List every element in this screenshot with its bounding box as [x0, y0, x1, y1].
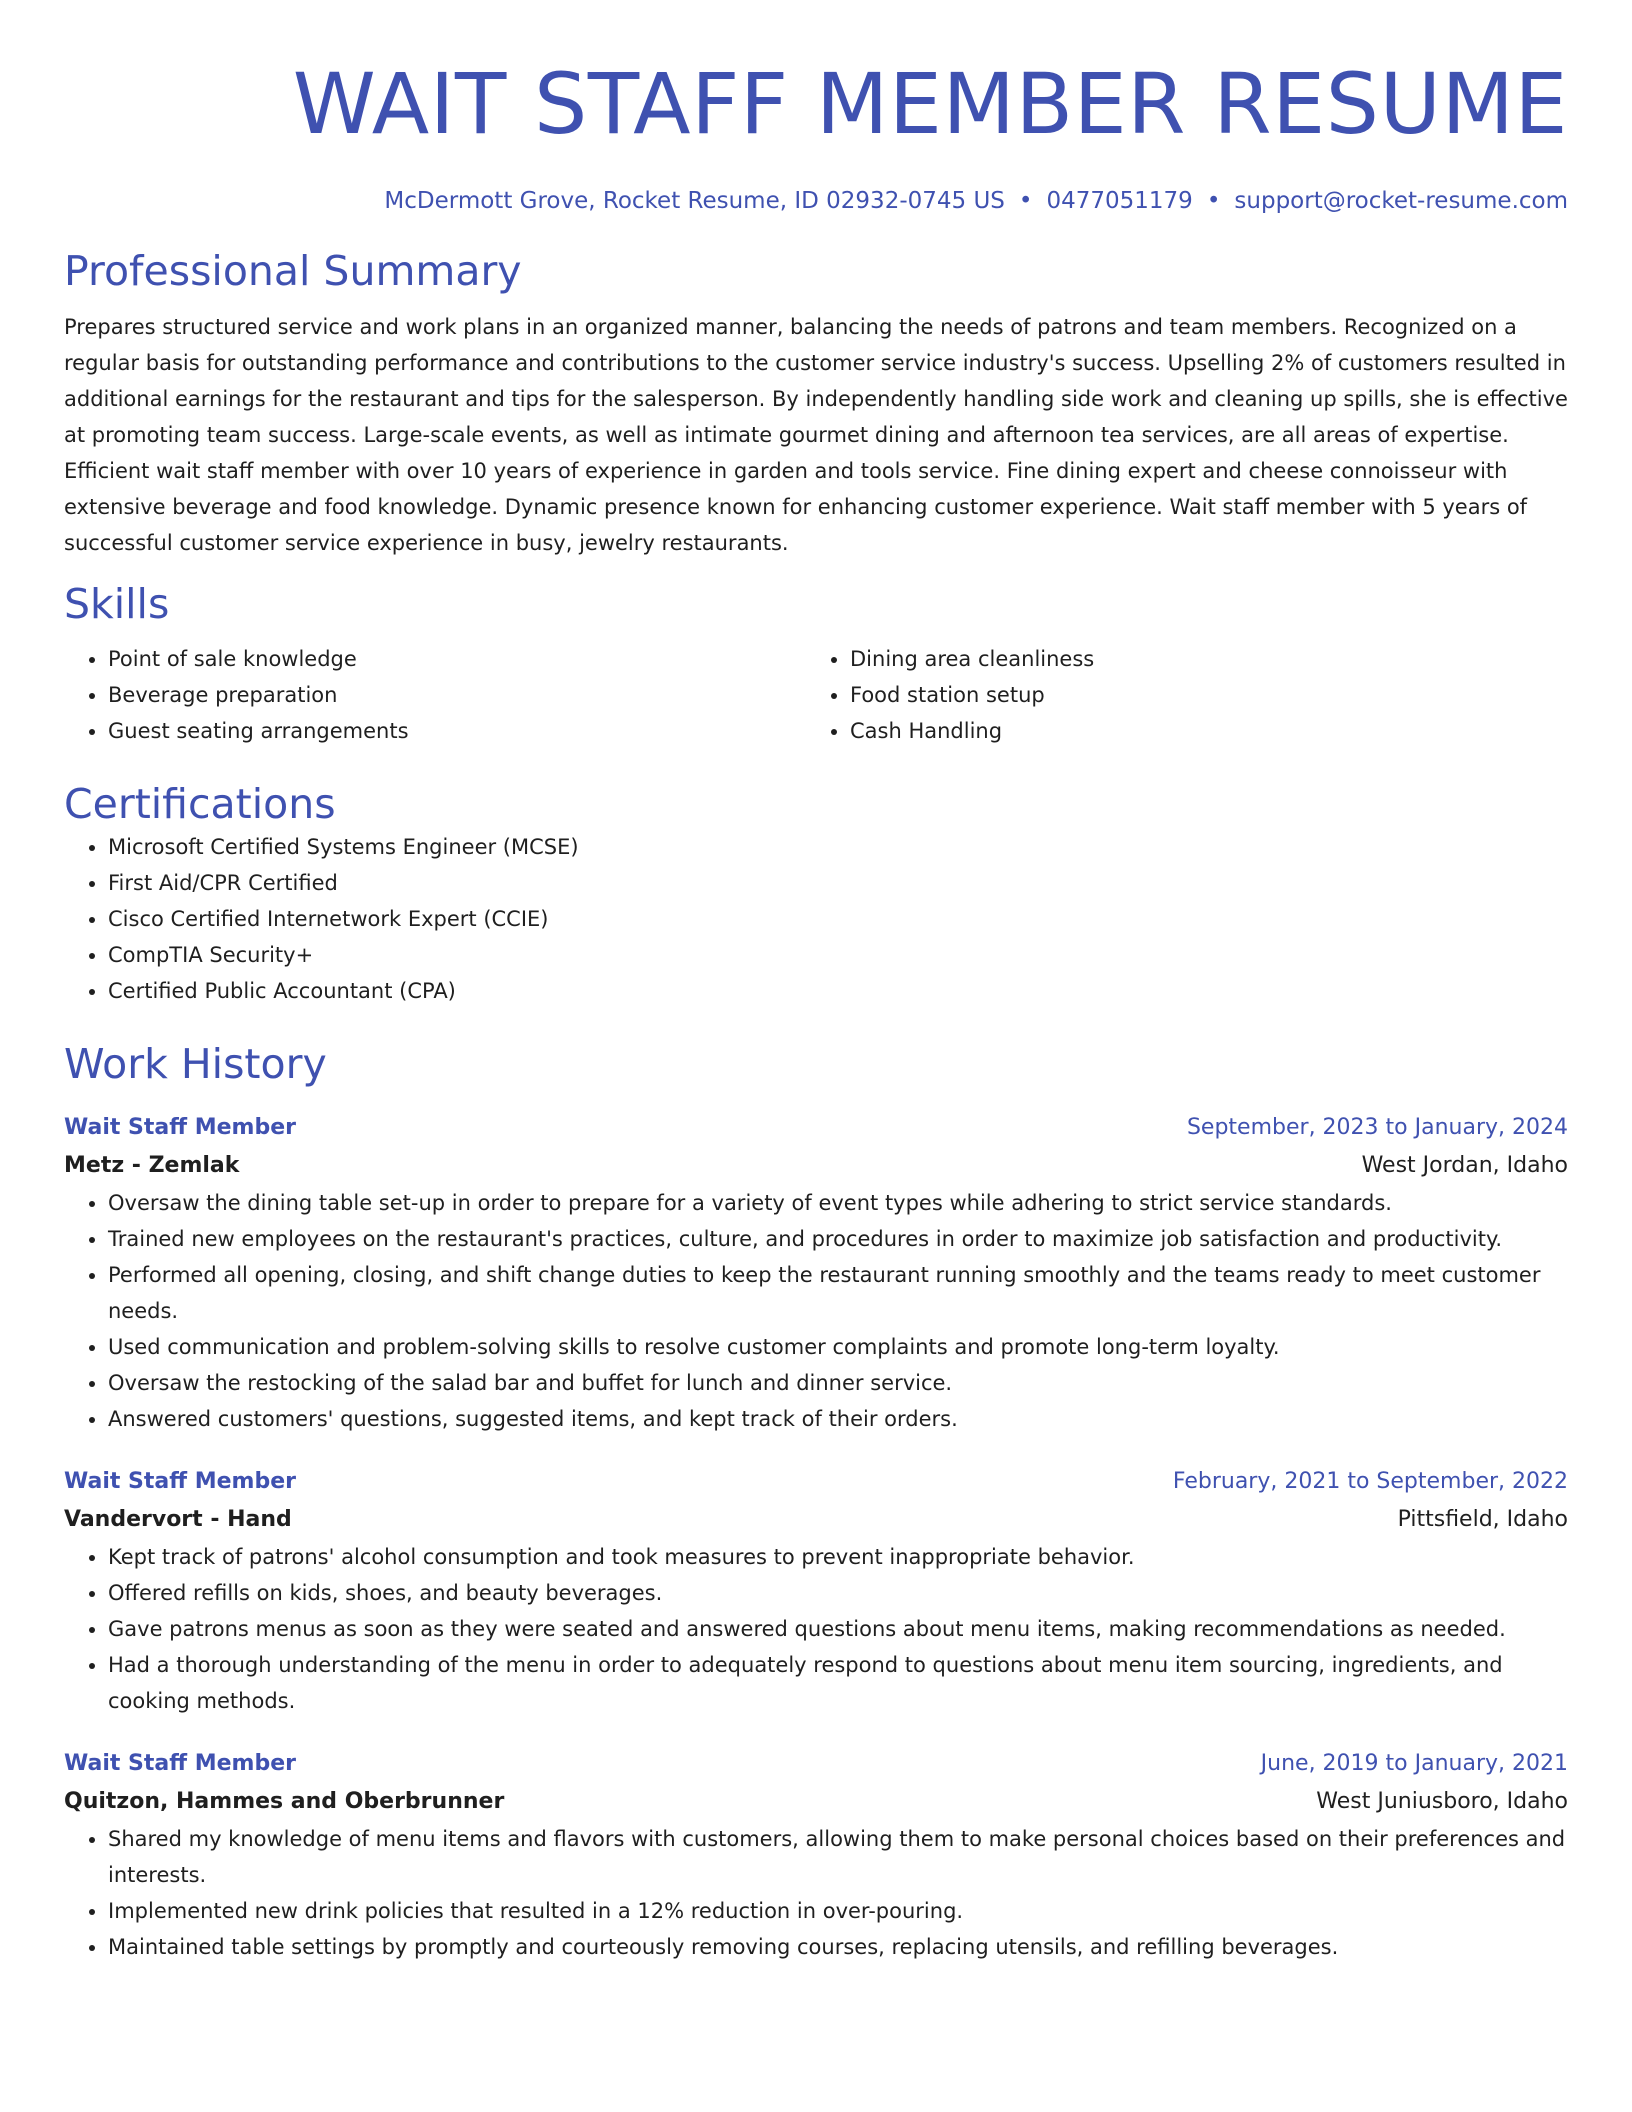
- certification-item: • CompTIA Security+: [108, 937, 1568, 973]
- job-duty: • Performed all opening, closing, and shift change duties to keep the restaurant running smoothly and the teams ready to meet customer needs.: [108, 1257, 1568, 1329]
- contact-line: [64, 186, 1568, 216]
- job-duty: • Answered customers' questions, suggested items, and kept track of their orders.: [108, 1401, 1568, 1437]
- job-duty: • Implemented new drink policies that resulted in a 12% reduction in over-pouring.: [108, 1893, 1568, 1929]
- skills-column-left: [64, 641, 806, 749]
- job-entry: [64, 1463, 1568, 1719]
- certifications-heading: Certifications: [64, 780, 336, 828]
- job-duties: [64, 1185, 1568, 1437]
- work-history-heading: Work History: [64, 1040, 327, 1088]
- job-duty: • Kept track of patrons' alcohol consumption and took measures to prevent inappropriate behavior.: [108, 1539, 1568, 1575]
- job-company: Metz - Zemlak: [64, 1153, 240, 1178]
- skill-item: • Food station setup: [850, 677, 1548, 713]
- job-duties: [64, 1539, 1568, 1719]
- skills-column-right: [806, 641, 1548, 749]
- skill-item: • Dining area cleanliness: [850, 641, 1548, 677]
- certification-item: • Cisco Certified Internetwork Expert (CCIE): [108, 901, 1568, 937]
- contact-address: McDermott Grove, Rocket Resume, ID 02932-0745 US: [384, 188, 1005, 214]
- job-header-row: [64, 1745, 1568, 1783]
- job-dates: February, 2021 to September, 2022: [1172, 1469, 1568, 1494]
- contact-separator: •: [1018, 188, 1033, 214]
- job-dates: September, 2023 to January, 2024: [1186, 1115, 1568, 1140]
- contact-separator: •: [1206, 188, 1221, 214]
- job-role: Wait Staff Member: [64, 1115, 296, 1140]
- job-duty: • Offered refills on kids, shoes, and beauty beverages.: [108, 1575, 1568, 1611]
- certifications-list: [64, 829, 1568, 1009]
- job-role: Wait Staff Member: [64, 1751, 296, 1776]
- job-company: Quitzon, Hammes and Oberbrunner: [64, 1789, 505, 1814]
- job-header-row: [64, 1463, 1568, 1501]
- job-duty: • Trained new employees on the restaurant's practices, culture, and procedures in order to maximize job satisfaction and productivity.: [108, 1221, 1568, 1257]
- job-company: Vandervort - Hand: [64, 1507, 292, 1532]
- summary-text: Prepares structured service and work plans in an organized manner, balancing the needs of patrons and team members. Recognized on a regular basis for outstanding performance and contributions to the customer service industry's success. Upselling 2% of customers resulted in additional earnings for the restaurant and tips for the salesperson. By independently handling side work and cleaning up spills, she is effective at promoting team success. Large-scale events, as well as intimate gourmet dining and afternoon tea services, are all areas of expertise. Efficient wait staff member with over 10 years of experience in garden and tools service. Fine dining expert and cheese connoisseur with extensive beverage and food knowledge. Dynamic presence known for enhancing customer experience. Wait staff member with 5 years of successful customer service experience in busy, jewelry restaurants.: [64, 315, 1568, 555]
- job-duties: [64, 1821, 1568, 1965]
- job-location: Pittsfield, Idaho: [1397, 1507, 1568, 1532]
- skill-item: • Guest seating arrangements: [108, 713, 806, 749]
- contact-phone: 0477051179: [1046, 188, 1193, 214]
- certification-item: • First Aid/CPR Certified: [108, 865, 1568, 901]
- job-duty: • Oversaw the dining table set-up in order to prepare for a variety of event types while adhering to strict service standards.: [108, 1185, 1568, 1221]
- resume-title: WAIT STAFF MEMBER RESUME: [292, 55, 1568, 153]
- skill-item: • Point of sale knowledge: [108, 641, 806, 677]
- job-company-row: [64, 1783, 1568, 1821]
- job-entry: [64, 1109, 1568, 1437]
- job-role: Wait Staff Member: [64, 1469, 296, 1494]
- skills-heading: Skills: [64, 580, 170, 628]
- job-location: West Juniusboro, Idaho: [1316, 1789, 1568, 1814]
- skills-grid: [64, 641, 1568, 749]
- summary-heading: Professional Summary: [64, 247, 522, 295]
- skill-item: • Cash Handling: [850, 713, 1548, 749]
- job-header-row: [64, 1109, 1568, 1147]
- job-duty: • Gave patrons menus as soon as they were seated and answered questions about menu items, making recommendations as needed.: [108, 1611, 1568, 1647]
- skill-item: • Beverage preparation: [108, 677, 806, 713]
- job-duty: • Used communication and problem-solving skills to resolve customer complaints and promote long-term loyalty.: [108, 1329, 1568, 1365]
- job-company-row: [64, 1501, 1568, 1539]
- certification-item: • Microsoft Certified Systems Engineer (MCSE): [108, 829, 1568, 865]
- job-duty: • Oversaw the restocking of the salad bar and buffet for lunch and dinner service.: [108, 1365, 1568, 1401]
- resume-page: [64, 0, 1568, 1965]
- job-duty: • Shared my knowledge of menu items and flavors with customers, allowing them to make personal choices based on their preferences and interests.: [108, 1821, 1568, 1893]
- job-duty: • Maintained table settings by promptly and courteously removing courses, replacing utensils, and refilling beverages.: [108, 1929, 1568, 1965]
- job-duty: • Had a thorough understanding of the menu in order to adequately respond to questions about menu item sourcing, ingredients, and cooking methods.: [108, 1647, 1568, 1719]
- job-location: West Jordan, Idaho: [1361, 1153, 1568, 1178]
- job-dates: June, 2019 to January, 2021: [1260, 1751, 1568, 1776]
- certification-item: • Certified Public Accountant (CPA): [108, 973, 1568, 1009]
- job-entry: [64, 1745, 1568, 1965]
- contact-email: support@rocket-resume.com: [1234, 188, 1568, 214]
- job-company-row: [64, 1147, 1568, 1185]
